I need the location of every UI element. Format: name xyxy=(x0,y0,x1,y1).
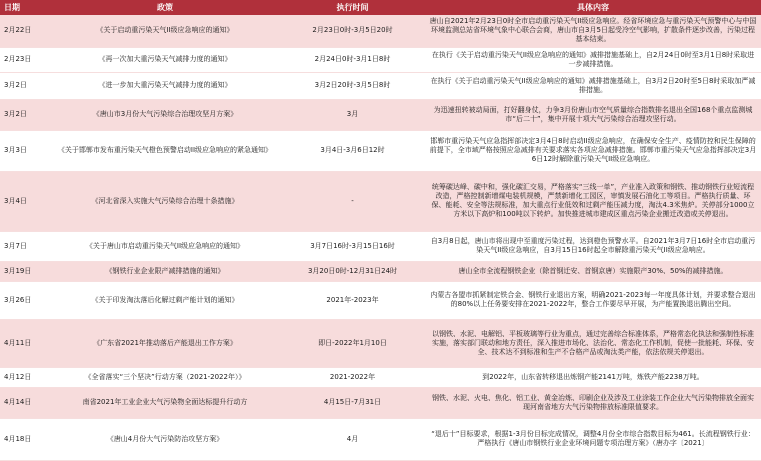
cell-date: 3月3日 xyxy=(0,130,50,171)
cell-policy: 《关于唐山市启动重污染天气II级应急响应的通知》 xyxy=(50,231,280,261)
cell-policy: 《全省落实“三个坚决”行动方案（2021-2022年）》 xyxy=(50,367,280,387)
header-date: 日期 xyxy=(0,0,50,15)
cell-date: 4月12日 xyxy=(0,367,50,387)
cell-detail: 邯郸市重污染天气应急指挥部决定3月4日8时启动II级应急响应，在确保安全生产、疫情防控和民生保障的前提下，全市域严格按照应急减排有关要求落实各项应急减排措施。邯郸市重污染天气应急指挥部决定3月6日12时解除重污染天气II级应急响应。 xyxy=(425,130,761,171)
cell-detail: 唐山全市全流程钢铁企业（除首钢迁安、首钢京唐）实施限产30%、50%的减排措施。 xyxy=(425,261,761,281)
cell-period: 2021-2022年 xyxy=(280,367,425,387)
cell-detail: 自3月8日起，唐山市将出现中至重度污染过程，达到橙色预警水平。自2021年3月7日16时全市启动重污染天气II级应急响应，自3月15日16时起全市解除重污染天气II级应急响应。 xyxy=(425,231,761,261)
cell-policy: 《广东省2021年推动落后产能退出工作方案》 xyxy=(50,319,280,367)
cell-period: - xyxy=(280,171,425,231)
cell-period: 2021年-2023年 xyxy=(280,281,425,319)
table-row xyxy=(0,231,761,261)
table-row xyxy=(0,171,761,231)
cell-date: 3月2日 xyxy=(0,99,50,130)
table-row xyxy=(0,418,761,461)
cell-detail: “退后十”目标要求，根据1-3月份目标完成情况，调整4月份全市综合指数目标为461。长流程钢铁行业：严格执行《唐山市钢铁行业企业环境问题专项治理方案》（唐办字〔2021〕 xyxy=(425,418,761,461)
cell-policy: 《钢铁行业企业限产减排措施的通知》 xyxy=(50,261,280,281)
cell-detail: 唐山自2021年2月23日0时全市启动重污染天气II级应急响应。经省环境应急与重污染天气预警中心与中国环境监测总站省环境气象中心联合会商，唐山市自3月5日起受冷空气影响，扩散条件逐步改善，污染过程基本结束。 xyxy=(425,15,761,47)
table-row xyxy=(0,72,761,99)
cell-date: 4月14日 xyxy=(0,387,50,418)
cell-period: 3月7日16时-3月15日16时 xyxy=(280,231,425,261)
cell-date: 2月22日 xyxy=(0,15,50,47)
cell-date: 3月19日 xyxy=(0,261,50,281)
cell-detail: 统筹碳达峰、碳中和，强化碳汇交易，严格落实“三线一单”，产业准入政策和钢铁、推动钢铁行业短流程改造，严格控制新增煤电装机规模，严禁新增化工园区，审慎发展石油化工等项目。严格执行质量、环保、能耗、安全等法规标准，加大重点行业低效和过剩产能压减力度，淘汰4.3米焦炉。关停部分1000立方米以下高炉和100吨以下转炉。加快推进城市建成区重点污染企业搬迁改造或关停退出。 xyxy=(425,171,761,231)
cell-period: 即日-2022年1月10日 xyxy=(280,319,425,367)
table-row xyxy=(0,47,761,72)
cell-period: 3月20日0时-12月31日24时 xyxy=(280,261,425,281)
cell-period: 2月24日0时-3月1日8时 xyxy=(280,47,425,72)
cell-period: 3月2日20时-3月5日8时 xyxy=(280,72,425,99)
cell-detail: 在执行《关于启动重污染天气II级应急响应的通知》减排措施基础上，自2月24日0时至3月1日8时采取进一步减排措施。 xyxy=(425,47,761,72)
cell-date: 3月26日 xyxy=(0,281,50,319)
header-policy: 政策 xyxy=(50,0,280,15)
table-row xyxy=(0,367,761,387)
cell-period: 4月15日-7月31日 xyxy=(280,387,425,418)
cell-policy: 南省2021年工业企业大气污染物全面达标提升行动方 xyxy=(50,387,280,418)
cell-detail: 到2022年，山东省转移退出炼钢产能2141万吨，炼铁产能2238万吨。 xyxy=(425,367,761,387)
cell-date: 4月11日 xyxy=(0,319,50,367)
cell-period: 3月4日-3月6日12时 xyxy=(280,130,425,171)
cell-detail: 在执行《关于启动重污染天气II级应急响应的通知》减排措施基础上，自3月2日20时至5日8时采取加严减排措施。 xyxy=(425,72,761,99)
cell-date: 4月18日 xyxy=(0,418,50,461)
table-row xyxy=(0,15,761,47)
cell-policy: 《唐山4月份大气污染防治攻坚方案》 xyxy=(50,418,280,461)
table-row xyxy=(0,387,761,418)
header-detail: 具体内容 xyxy=(425,0,761,15)
cell-policy: 《唐山市3月份大气污染综合治理攻坚月方案》 xyxy=(50,99,280,130)
table-row xyxy=(0,261,761,281)
cell-detail: 以钢铁、水泥、电解铝、平板玻璃等行业为重点，通过完善综合标准体系，严格常态化执法和强制性标准实施，落实部门联动和地方责任，深入推进市场化、法治化、常态化工作机制，促使一批能耗、环保、安全、技术达不到标准和生产不合格产品或淘汰类产能，依法依规关停退出。 xyxy=(425,319,761,367)
cell-policy: 《再一次加大重污染天气减排力度的通知》 xyxy=(50,47,280,72)
cell-detail: 为迅速扭转被动局面，打好翻身仗，力争3月份唐山市空气质量综合指数排名退出全国168个重点监测城市“后二十”，集中开展十项大气污染综合治理攻坚行动。 xyxy=(425,99,761,130)
cell-policy: 《关于启动重污染天气II级应急响应的通知》 xyxy=(50,15,280,47)
table-row xyxy=(0,281,761,319)
table-row xyxy=(0,99,761,130)
cell-period: 3月 xyxy=(280,99,425,130)
table-header-row xyxy=(0,0,761,15)
cell-date: 3月7日 xyxy=(0,231,50,261)
cell-date: 2月23日 xyxy=(0,47,50,72)
cell-period: 2月23日0时-3月5日20时 xyxy=(280,15,425,47)
cell-date: 3月2日 xyxy=(0,72,50,99)
cell-date: 3月4日 xyxy=(0,171,50,231)
cell-policy: 《关于印发淘汰落后化解过剩产能计划的通知》 xyxy=(50,281,280,319)
cell-policy: 《河北省深入实施大气污染综合治理十条措施》 xyxy=(50,171,280,231)
cell-detail: 钢铁、水泥、火电、焦化、铝工业、黄金冶炼、印刷企业及涉及工业涂装工作企业大气污染物排放全面实现河南省地方大气污染物排放标准限值要求。 xyxy=(425,387,761,418)
cell-policy: 《进一步加大重污染天气减排力度的通知》 xyxy=(50,72,280,99)
cell-policy: 《关于邯郸市发布重污染天气橙色预警启动II级应急响应的紧急通知》 xyxy=(50,130,280,171)
cell-period: 4月 xyxy=(280,418,425,461)
header-period: 执行时间 xyxy=(280,0,425,15)
cell-detail: 内蒙古各盟市抓紧制定铁合金、钢铁行业退出方案，明确2021-2023每一年度具体计划，并要求整合退出的80%以上任务要安排在2021-2022年，整合工作要尽早开展，为产能置换退出腾出空间。 xyxy=(425,281,761,319)
table-row xyxy=(0,130,761,171)
table-row xyxy=(0,319,761,367)
